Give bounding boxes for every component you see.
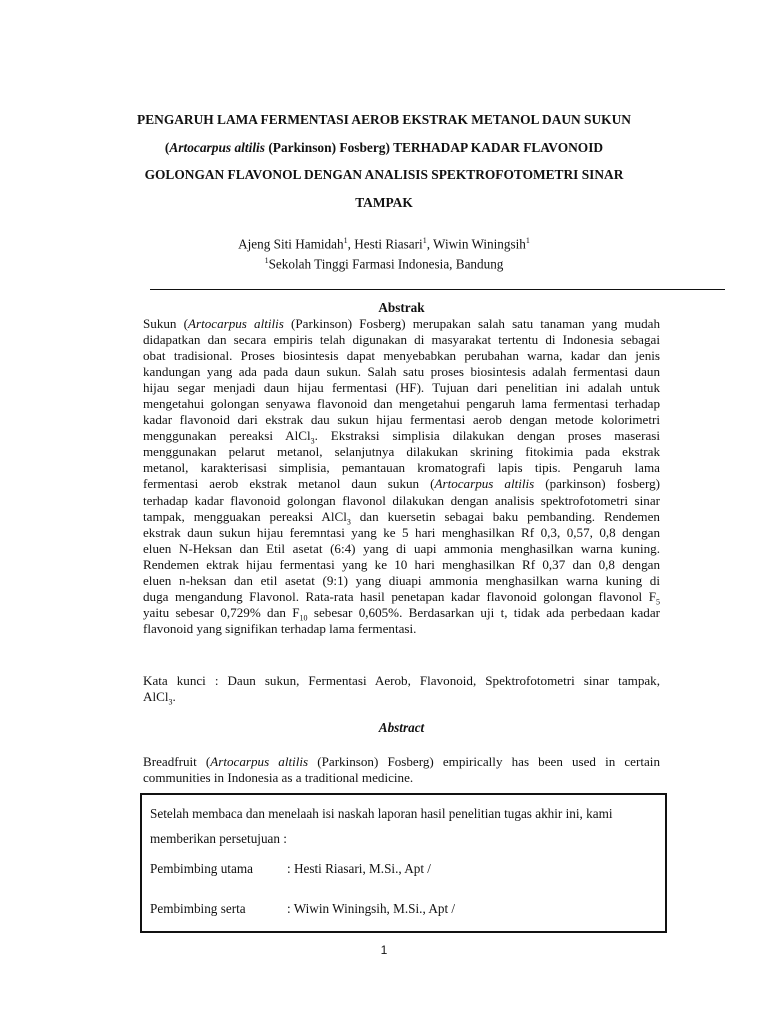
keywords [143, 673, 660, 711]
approval-box [140, 793, 667, 933]
abstrak-body [143, 316, 660, 637]
abstrak-line: kandungan yang ada pada daun sukun. Salah satu proses biosintesis adalah fermentasi daun [143, 364, 660, 380]
abstrak-line: mengetahui golongan senyawa flavonoid dan mengetahui pengaruh lama fermentasi terhadap [143, 396, 660, 412]
abstrak-line: yaitu sebesar 0,729% dan $F_{10}$ sebesar 0,605%. Berdasarkan uji t, tidak ada perbedaan kadar [143, 604, 660, 623]
abstrak-line: eluen N-Heksan dan Etil asetat (6:4) yang di uapi ammonia menghasilkan warna kuning. [143, 540, 660, 556]
abstrak-line: Sukun (Artocarpus altilis (Parkinson) Fosberg) merupakan salah satu tanaman yang mudah [143, 316, 661, 331]
author-list: Ajeng Siti Hamidah$^1$, Hesti Riasari$^1$, Wiwin Winingsih$^1$ [238, 236, 530, 252]
approval-value: : Wiwin Winingsih, M.Si., Apt / [287, 901, 456, 916]
abstrak-line: metanol, karakterisasi simplisia, pemantauan kromatografi lapis tipis. Pengaruh lama [143, 460, 660, 476]
approval-label: Pembimbing serta [150, 901, 246, 916]
approval-intro: Setelah membaca dan menelaah isi naskah laporan hasil penelitian tugas akhir ini, kami memberikan persetujuan : [150, 806, 613, 846]
approval-label: Pembimbing utama [150, 861, 253, 876]
abstrak-line: duga mengandung Flavonol. Rata-rata hasil penetapan kadar flavonoid golongan flavonol $F_5$ [143, 588, 660, 607]
abstrak-line: obat tradisional. Proses biosintesis dapat menyebabkan perubahan warna, kadar dan jenis [143, 348, 660, 364]
abstract-line: communities in Indonesia as a traditional medicine. [143, 770, 414, 785]
approval-value: : Hesti Riasari, M.Si., Apt / [287, 861, 431, 876]
abstrak-line: tampak, mengguakan pereaksi AlCl$_3$ dan kuersetin sebagai baku pembanding. Rendemen [143, 508, 660, 527]
title-divider [150, 289, 725, 290]
author-2: Hesti Riasari [354, 236, 423, 252]
abstrak-line: ekstrak daun sukun hijau feremntasi yang ke 5 hari menghasilkan Rf 0,3, 0,57, 0,8 dengan [143, 524, 660, 540]
author-1: Ajeng Siti Hamidah [238, 236, 344, 252]
abstrak-heading: Abstrak [378, 300, 425, 315]
abstract-body [143, 754, 660, 786]
title-line-2: (Artocarpus altilis (Parkinson) Fosberg) TERHADAP KADAR FLAVONOID [164, 139, 604, 155]
abstract-heading: Abstract [378, 720, 425, 735]
abstrak-line: fermentasi aerob ekstrak metanol daun sukun (Artocarpus altilis (parkinson) fosberg) [143, 476, 660, 492]
species-name: Artocarpus altilis [169, 139, 265, 155]
abstrak-line: kadar flavonoid dari ekstrak dau sukun hijau fermentasi aerob dengan metode kolorimetri [143, 412, 660, 428]
approval-row-co-supervisor [150, 901, 455, 917]
approval-row-main-supervisor [150, 861, 431, 877]
abstrak-line: hijau segar menjadi daun hijau fermentasi (HF). Tujuan dari penelitian ini adalah untuk [143, 380, 660, 396]
abstrak-line: menggunakan pelarut metanol, selanjutnya dilakukan skrining fitokimia pada ekstrak [143, 444, 660, 460]
keywords-line: AlCl$_3$. [143, 689, 176, 707]
abstrak-line: Rendemen ektrak hijau fermentasi yang ke 10 hari menghasilkan Rf 0,37 dan 0,8 dengan [143, 556, 660, 572]
abstrak-line: eluen n-heksan dan etil asetat (9:1) yang diuapi ammonia menghasilkan warna kuning di [143, 572, 660, 588]
abstrak-line: didapatkan dan secara empiris telah digunakan di masyarakat tertentu di Indonesia sebagai [143, 332, 660, 348]
author-3: Wiwin Winingsih [433, 236, 526, 252]
title-line-4: TAMPAK [355, 194, 413, 210]
title-line-1: PENGARUH LAMA FERMENTASI AEROB EKSTRAK METANOL DAUN SUKUN [137, 112, 631, 127]
affiliation: $^1$Sekolah Tinggi Farmasi Indonesia, Bandung [264, 256, 504, 272]
abstrak-line: flavonoid yang signifikan terhadap lama fermentasi. [143, 620, 417, 636]
title-line-3: GOLONGAN FLAVONOL DENGAN ANALISIS SPEKTROFOTOMETRI SINAR [144, 167, 624, 182]
page-number: 1 [380, 943, 388, 957]
paper-title [120, 106, 648, 216]
keywords-line: Kata kunci : Daun sukun, Fermentasi Aerob, Flavonoid, Spektrofotometri sinar tampak, [143, 673, 660, 688]
abstract-line: Breadfruit (Artocarpus altilis (Parkinson) Fosberg) empirically has been used in certain [143, 754, 660, 769]
abstrak-line: menggunakan pereaksi AlCl$_3$. Ekstraksi simplisia dilakukan dengan proses maserasi [143, 428, 660, 446]
author-block [120, 232, 648, 273]
abstrak-line: terhadap kadar flavonoid golongan flavonol dilakukan dengan analisis spektrofotometri sinar [143, 492, 660, 508]
